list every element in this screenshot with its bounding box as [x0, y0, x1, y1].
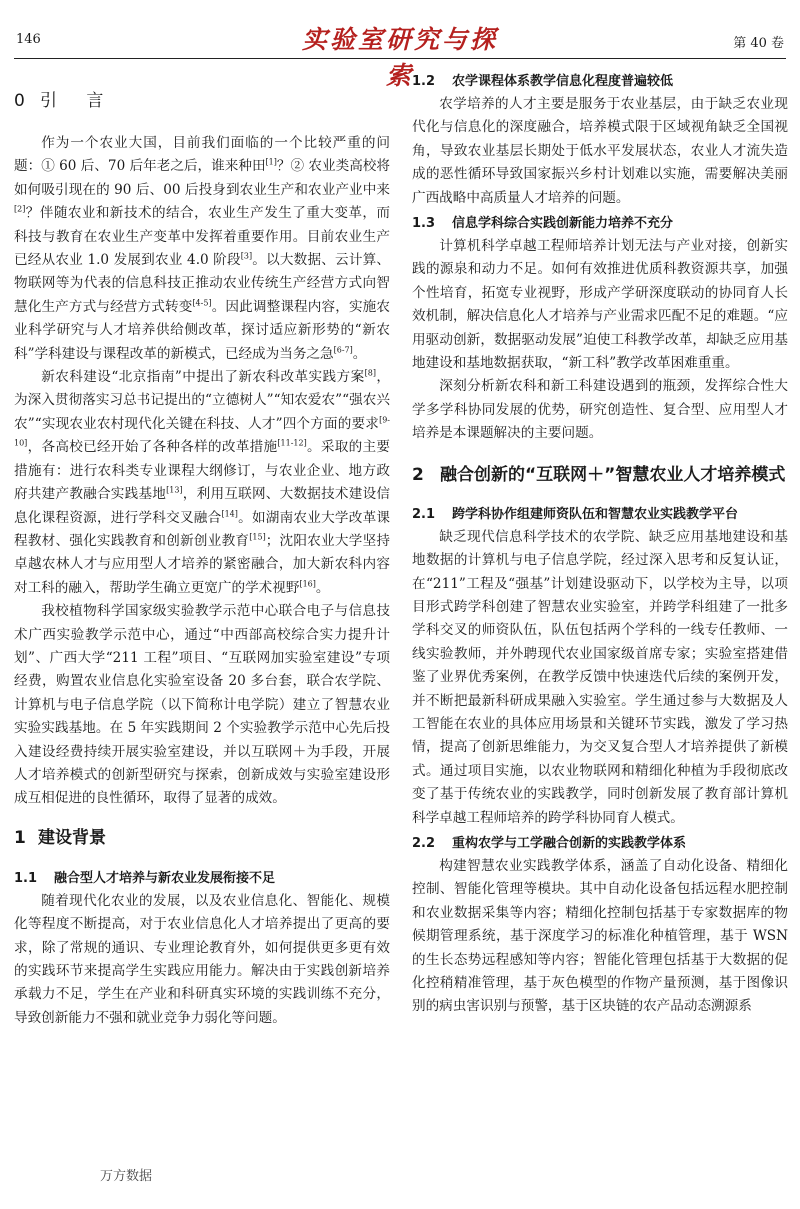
citation-marker: [3] [240, 251, 253, 261]
subsection-1-3-paragraph: 深刻分析新农科和新工科建设遇到的瓶颈，发挥综合性大学多学科协同发展的优势，研究创造性、复合型、应用型人才培养是本课题解决的主要问题。 [412, 378, 788, 442]
citation-marker: [6-7] [333, 345, 353, 355]
subsection-2-2-heading: 2.2 重构农学与工学融合创新的实践教学体系 [412, 835, 687, 851]
citation-marker: [14] [221, 508, 238, 518]
left-column [14, 74, 390, 1030]
citation-marker: [4-5] [192, 298, 212, 308]
intro-paragraph: 新农科建设“北京指南”中提出了新农科改革实践方案[8]，为深入贯彻落实习总书记提出的“立德树人”“知农爱农”“强农兴农”“实现农业农村现代化关键在科技、人才”四个方面的要求[9-10]，各高校已经开始了各种各样的改革措施[11-12]。采取的主要措施有：进行农科类专业课程大纲修订，与农业企业、地方政府共建产教融合实践基地[13]，利用互联网、大数据技术建设信息化课程资源，进行学科交叉融合[14]。如湖南农业大学改革课程教材、强化实践教育和创新创业教育[15]；沈阳农业大学坚持卓越农林人才与应用型人才培养的紧密融合，加大新农科内容对工科的融入，帮助学生确立更宽广的学术视野[16]。 [14, 368, 391, 596]
citation-marker: [11-12] [277, 438, 307, 448]
subsection-1-3-heading: 1.3 信息学科综合实践创新能力培养不充分 [412, 216, 674, 232]
citation-marker: [13] [166, 485, 183, 495]
citation-marker: [16] [299, 579, 316, 589]
subsection-1-1-paragraph: 随着现代化农业的发展，以及农业信息化、智能化、规模化等程度不断提高，对于农业信息化人才培养提出了更高的要求，除了常规的通识、专业理论教育外，如何提供更多更有效的实践环节来提高学生实践应用能力。解决由于实践创新培养承载力不足，学生在产业和科研真实环境的实践训练不充分，导致创新能力不强和就业竞争力弱化等问题。 [14, 892, 390, 1026]
journal-title: 实验室研究与探索 [301, 25, 498, 90]
section-1-heading: 1 建设背景 [14, 827, 106, 848]
subsection-2-1-paragraph: 缺乏现代信息科学技术的农学院、缺乏应用基地建设和基地数据的计算机与电子信息学院，经过深入思考和反复认证，在“211”工程及“强基”计划建设驱动下，以学校为主导，以项目形式跨学科创建了智慧农业实验室，并跨学科组建了一批多学科交叉的师资队伍，队伍包括两个学科的一线专任教师、一线实验教师，并外聘现代农业国家级首席专家；实验室搭建借鉴了业界优秀案例，在教学反馈中快速迭代后续的案例开发，并不断把最新科研成果融入实验室。学生通过参与大数据及人工智能在农业的具体应用场景和关键环节实践，激发了学习热情，提高了创新思维能力，为交叉复合型人才培养提供了新模式。通过项目实施，以农业物联网和精细化种植为手段彻底改变了基于传统农业的实践教学，同时创新发展了教育部计算机科学卓越工程师培养的跨学科协同育人模式。 [412, 528, 788, 826]
subsection-1-1-heading: 1.1 融合型人才培养与新农业发展衔接不足 [14, 870, 276, 886]
citation-marker: [1] [265, 157, 277, 167]
citation-marker: [2] [14, 204, 26, 214]
volume-label: 第 40 卷 [733, 36, 784, 51]
subsection-1-2-paragraph: 农学培养的人才主要是服务于农业基层，由于缺乏农业现代化与信息化的深度融合，培养模式限于区域视角缺乏全国视角，导致农业基层长期处于低水平发展状态，农业人才流失造成的恶性循环导致国家振兴乡村计划难以实施，需要解决美丽广西战略中高质量人才培养的问题。 [412, 96, 788, 206]
citation-marker: [15] [249, 532, 266, 542]
intro-paragraph: 我校植物科学国家级实验教学示范中心联合电子与信息技术广西实验教学示范中心，通过“中西部高校综合实力提升计划”、广西大学“211 工程”项目、“互联网加实验室建设”专项经费，购置农业信息化实验室设备 20 多台套，联合农学院、计算机与电子信息学院（以下简称计电学院）建立了智慧农业实验实践基地。在 5 年实践期间 2 个实验教学示范中心先后投入建设经费持续开展实验室建设，并以互联网＋为手段，开展人才培养模式的创新型研究与探索，创新成效与实验室建设形成互相促进的良性循环，取得了显著的成效。 [14, 603, 390, 807]
watermark: 万方数据 [100, 1169, 153, 1184]
subsection-1-3-paragraph: 计算机科学卓越工程师培养计划无法与产业对接，创新实践的源泉和动力不足。如何有效推进优质科教资源共享，加强个性培育，拓宽专业视野，形成产学研深度联动的协同育人长效机制，解决信息化人才培养与产业需求匹配不足的难题。“应用驱动创新，数据驱动发展”迫使工科教学改革，却缺乏应用基地建设和基地数据获取，“新工科”教学改革困难重重。 [412, 238, 788, 372]
subsection-2-1-heading: 2.1 跨学科协作组建师资队伍和智慧农业实践教学平台 [412, 506, 739, 522]
header-rule [14, 58, 786, 59]
citation-marker: [8] [364, 368, 376, 378]
right-column [412, 68, 788, 1019]
subsection-1-2-heading: 1.2 农学课程体系教学信息化程度普遍较低 [412, 74, 674, 89]
section-2-heading: 2 融合创新的“互联网＋”智慧农业人才培养模式 [412, 464, 786, 485]
intro-heading: 0 引 言 [14, 91, 116, 111]
page-number: 146 [16, 32, 41, 47]
subsection-2-2-paragraph: 构建智慧农业实践教学体系，涵盖了自动化设备、精细化控制、智能化管理等模块。其中自动化设备包括远程水肥控制和农业数据采集等内容；精细化控制包括基于专家数据库的物候期管理系统，基于深度学习的标准化种植管理，基于 WSN 的生长态势远程感知等内容；智能化管理包括基于大数据的促化控稍精准管理，基于灰色模型的作物产量预测，基于图像识别的病虫害识别与预警，基于区块链的农产品动态溯源系 [412, 857, 788, 1015]
intro-paragraph: 作为一个农业大国，目前我们面临的一个比较严重的问题：① 60 后、70 后年老之后，谁来种田[1]？② 农业类高校将如何吸引现在的 90 后、00 后投身到农业生产和农业产业中来[2]？伴随农业和新技术的结合，农业生产发生了重大变革，而科技与教育在农业生产变革中发挥着重要作用。目前农业生产已经从农业 1.0 发展到农业 4.0 阶段[3]。以大数据、云计算、物联网等为代表的信息科技正推动农业传统生产经营方式向智慧化生产方式与经营方式转变[4-5]。因此调整课程内容，实施农业科学研究与人才培养供给侧改革，探讨适应新形势的“新农科”学科建设与课程改革的新模式，已经成为当务之急[6-7]。 [14, 135, 390, 362]
citation-marker: [9-10] [14, 415, 390, 448]
